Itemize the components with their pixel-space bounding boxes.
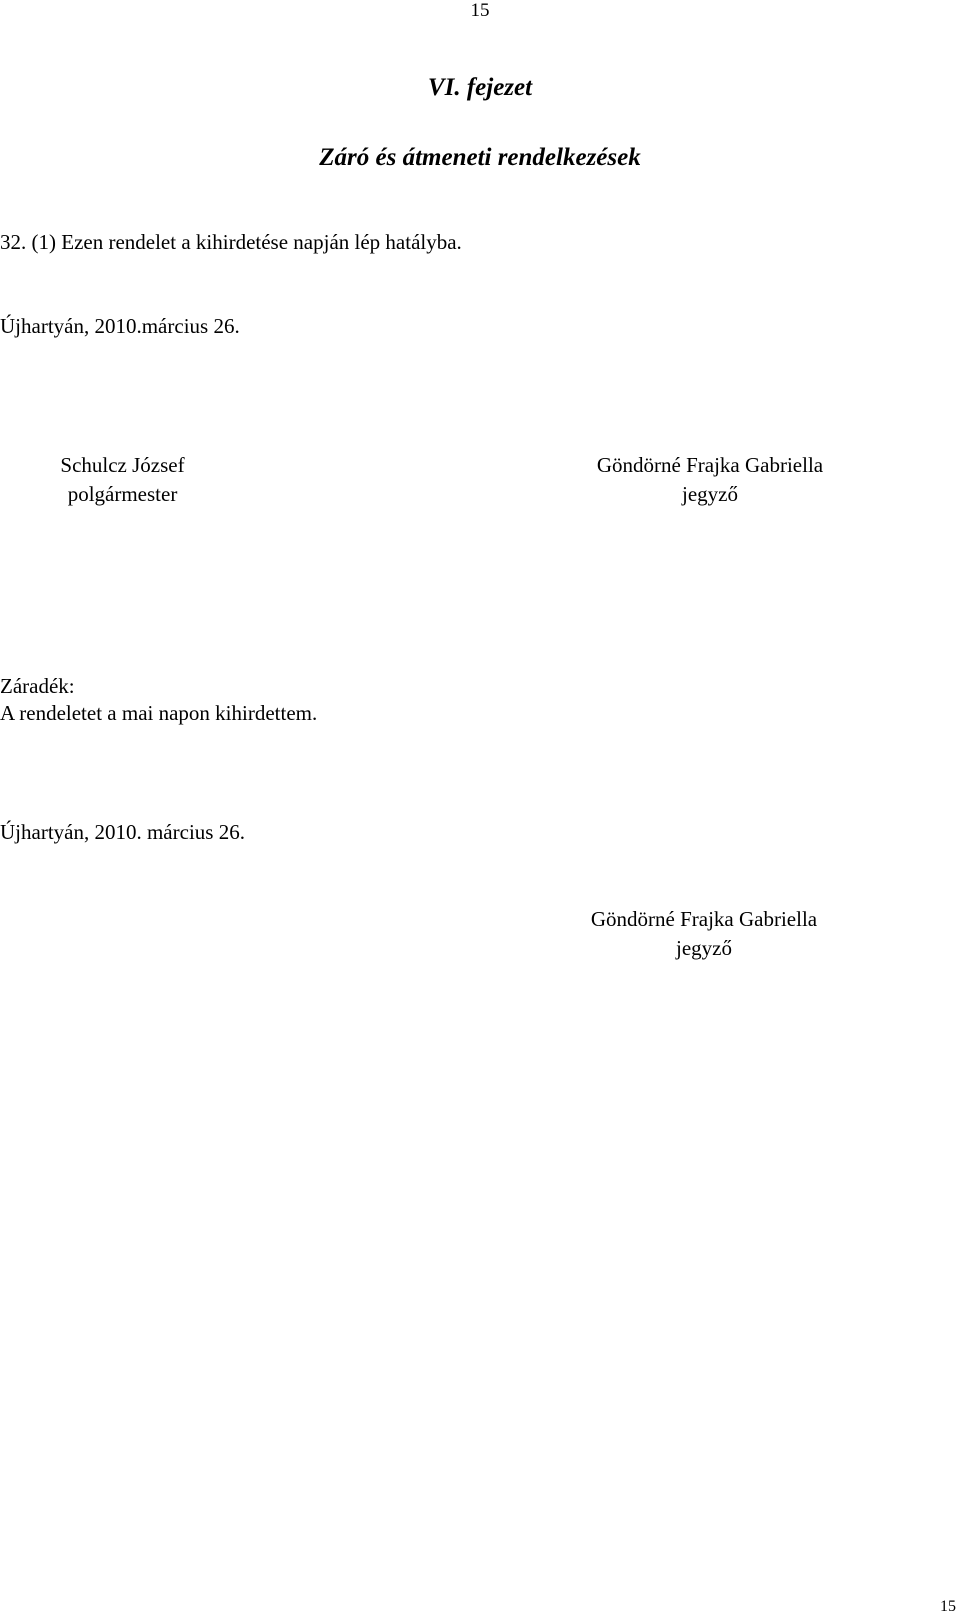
notary-title: jegyző	[682, 482, 738, 506]
final-signature-title: jegyző	[676, 936, 732, 960]
chapter-number: VI. fejezet	[427, 74, 533, 101]
section-paragraph: 32. (1) Ezen rendelet a kihirdetése napján lép hatályba.	[0, 230, 462, 254]
clause-label: Záradék:	[0, 674, 75, 698]
final-signature	[549, 905, 859, 963]
page-number-bottom: 15	[940, 1598, 956, 1615]
final-signature-name: Göndörné Frajka Gabriella	[590, 907, 818, 931]
chapter-title: Záró és átmeneti rendelkezések	[319, 144, 641, 171]
place-date-2: Újhartyán, 2010. március 26.	[0, 820, 245, 844]
signature-mayor	[0, 451, 245, 509]
notary-name: Göndörné Frajka Gabriella	[596, 453, 824, 477]
mayor-title: polgármester	[67, 482, 178, 506]
signature-notary	[560, 451, 860, 509]
page-number-top: 15	[470, 0, 490, 21]
clause-text: A rendeletet a mai napon kihirdettem.	[0, 701, 318, 725]
place-date-1: Újhartyán, 2010.március 26.	[0, 314, 240, 338]
mayor-name: Schulcz József	[60, 453, 185, 477]
